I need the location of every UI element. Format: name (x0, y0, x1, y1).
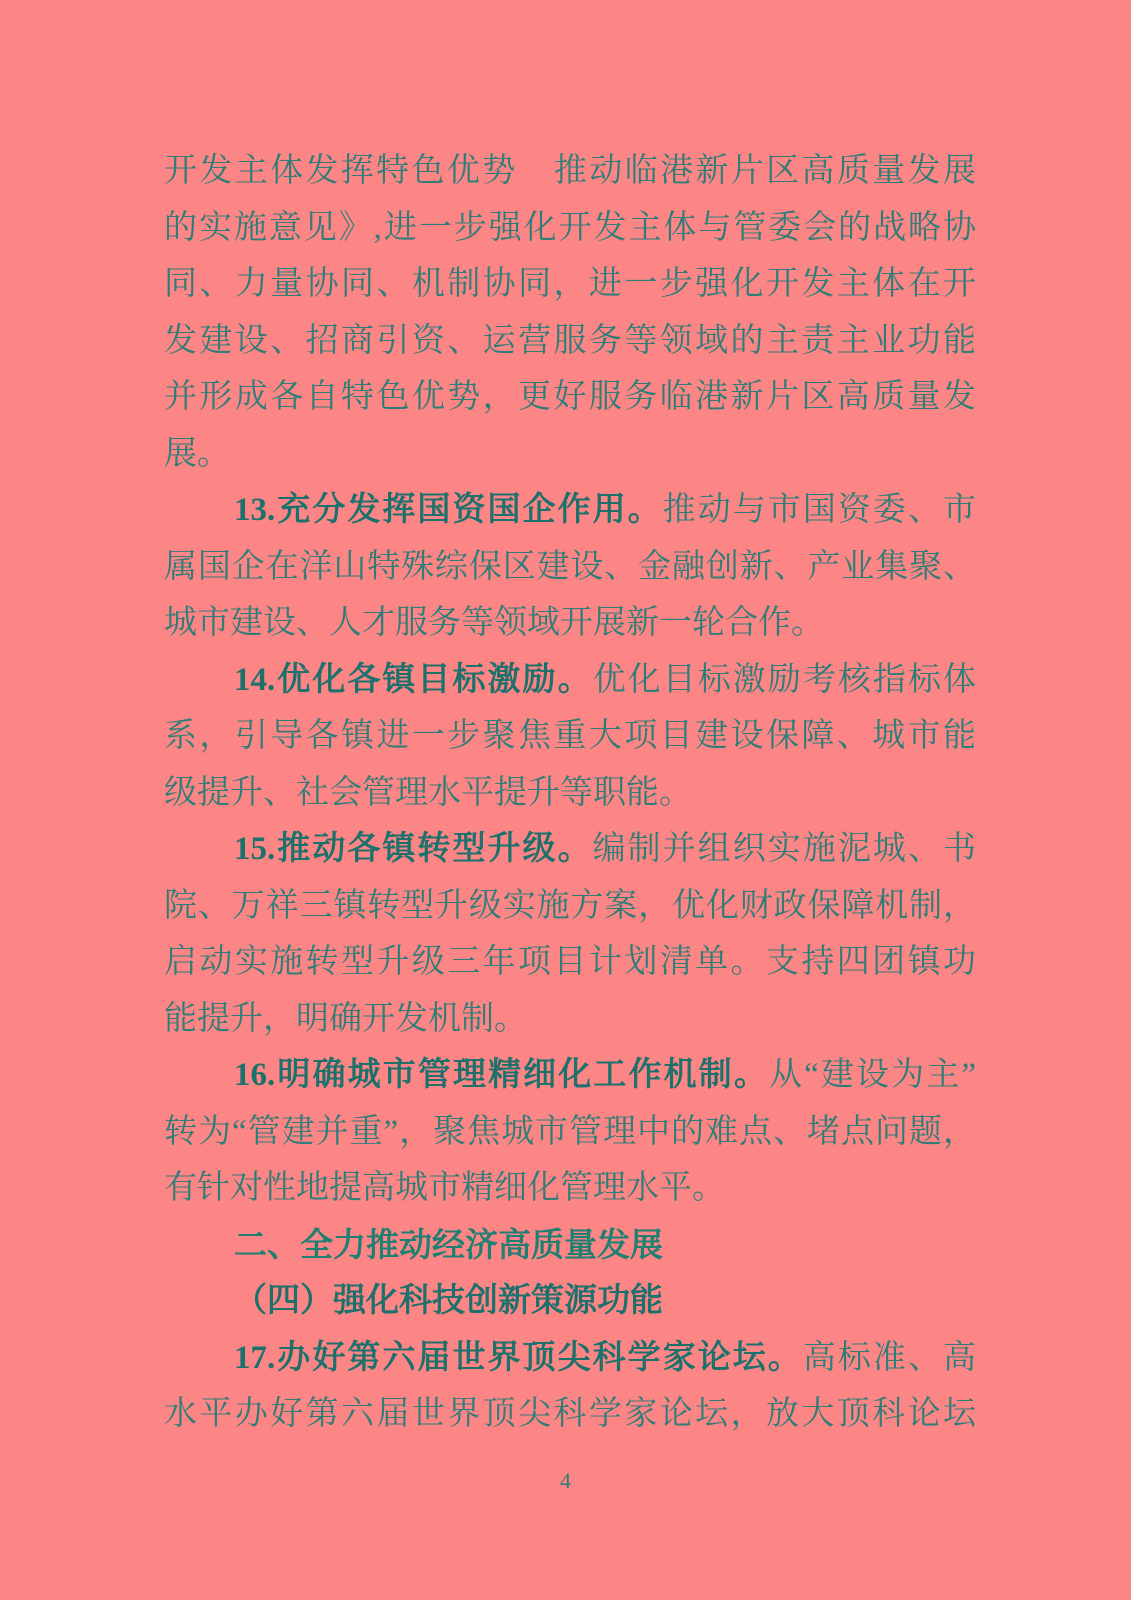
referenced-title-part-2: 推动临港新片区高质量发展 (551, 153, 977, 189)
item-14-body: 优化目标激励考核指标体 (592, 661, 977, 698)
text-line: 展。 (164, 435, 230, 472)
item-16-number-title: 16.明确城市管理精细化工作机制。 (234, 1057, 770, 1093)
item-16-line (164, 1047, 976, 1104)
text-line: 系，引导各镇进一步聚焦重大项目建设保障、城市能 (164, 718, 976, 754)
text-line (164, 143, 976, 200)
item-17-line (164, 1330, 976, 1387)
text-line: 城市建设、人才服务等领域开展新一轮合作。 (164, 605, 824, 641)
text-line: 有针对性地提高城市精细化管理水平。 (164, 1170, 725, 1206)
item-17-body: 高标准、高 (802, 1339, 977, 1376)
text-line: 水平办好第六届世界顶尖科学家论坛，放大顶科论坛 (164, 1396, 976, 1432)
text-line: 级提升、社会管理水平提升等职能。 (164, 774, 692, 811)
item-14-number-title: 14.优化各镇目标激励。 (234, 661, 593, 698)
text-line: 能提升，明确开发机制。 (164, 1000, 527, 1037)
text-line: 启动实施转型升级三年项目计划清单。支持四团镇功 (164, 944, 976, 980)
text-line: 转为“管建并重”，聚焦城市管理中的难点、堵点问题， (164, 1113, 976, 1150)
document-text (164, 143, 976, 1443)
item-16-body: 从“建设为主” (769, 1057, 977, 1093)
item-13-line (164, 482, 976, 539)
item-15-body: 编制并组织实施泥城、书 (592, 831, 977, 867)
text-line: 同、力量协同、机制协同，进一步强化开发主体在开 (164, 266, 976, 302)
text-line: 属国企在洋山特殊综保区建设、金融创新、产业集聚、 (164, 548, 976, 585)
subsection-heading: （四）强化科技创新策源功能 (234, 1283, 663, 1319)
item-13-body: 推动与市国资委、市 (662, 492, 977, 528)
text-line: 并形成各自特色优势，更好服务临港新片区高质量发 (164, 379, 976, 415)
text-line: 院、万祥三镇转型升级实施方案，优化财政保障机制， (164, 887, 976, 924)
item-15-line (164, 821, 976, 878)
item-15-number-title: 15.推动各镇转型升级。 (234, 831, 593, 867)
text-line: 发建设、招商引资、运营服务等领域的主责主业功能 (164, 322, 976, 359)
section-heading: 二、全力推动经济高质量发展 (234, 1225, 663, 1263)
item-17-number-title: 17.办好第六届世界顶尖科学家论坛。 (234, 1339, 803, 1376)
item-14-line (164, 652, 976, 709)
text-line: 的实施意见》,进一步强化开发主体与管委会的战略协 (164, 209, 976, 246)
item-13-number-title: 13.充分发挥国资国企作用。 (234, 492, 663, 528)
referenced-title-part-1: 开发主体发挥特色优势 (164, 153, 518, 189)
page-number: 4 (560, 1468, 571, 1493)
